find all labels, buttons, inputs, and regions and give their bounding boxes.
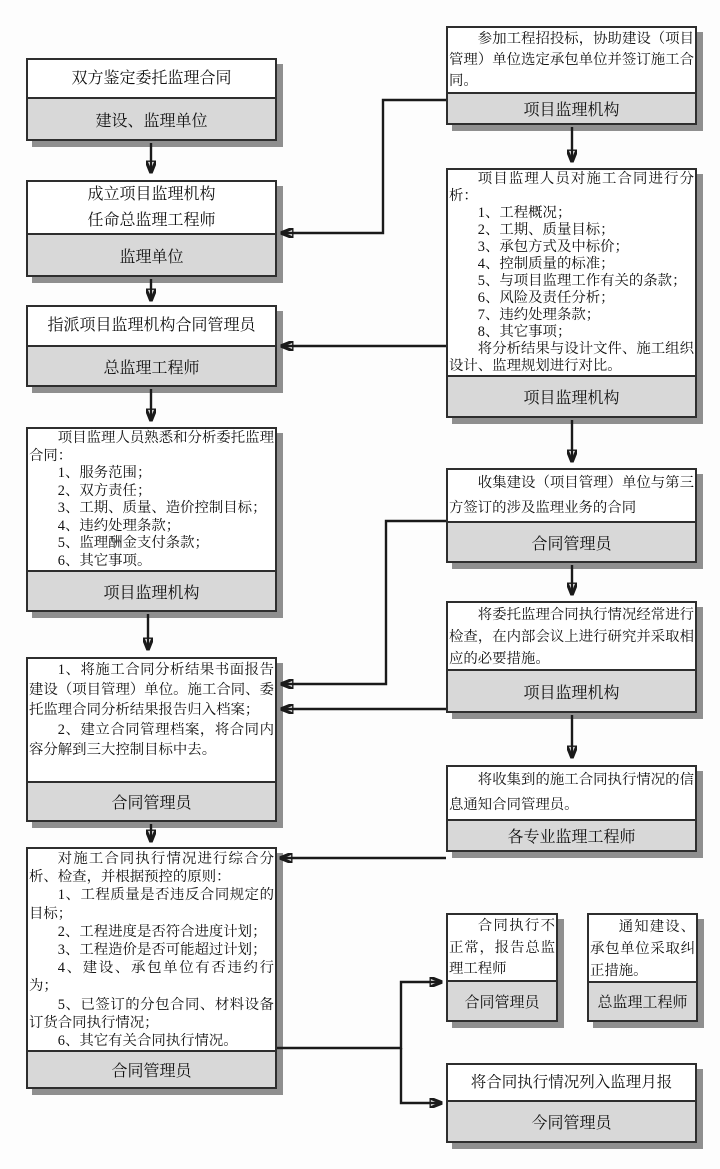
role-label: 总监理工程师: [589, 981, 696, 1020]
box-establish-supervision-org: [26, 180, 277, 277]
list-item: 5、已签订的分包合同、材料设备订货合同执行情况；: [29, 996, 274, 1031]
box-collect-third-party-contracts: [446, 468, 697, 563]
list-item: 2、工期、质量目标；: [477, 222, 615, 238]
paragraph: 收集建设（项目管理）单位与第三方签订的涉及监理业务的合同: [449, 475, 694, 516]
box-analyze-construction-contract: [446, 168, 697, 418]
role-label: 合同管理员: [448, 521, 695, 561]
paragraph: 参加工程招投标，协助建设（项目管理）单位选定承包单位并签订施工合同。: [449, 31, 694, 89]
box-body: [448, 603, 695, 669]
role-label: 合同管理员: [448, 980, 556, 1020]
box-body: 指派项目监理机构合同管理员: [47, 317, 256, 334]
box-body: [28, 849, 275, 1050]
paragraph: 对施工合同执行情况进行综合分析、检查，并根据预控的原则：: [29, 851, 274, 886]
list-item: 1、工程质量是否违反合同规定的目标；: [29, 887, 274, 922]
role-label: 监理单位: [28, 233, 275, 275]
box-body: [28, 659, 275, 781]
paragraph: 将委托监理合同执行情况经常进行检查，在内部会议上进行研究并采取相应的必要措施。: [449, 607, 694, 667]
box-monthly-report: [446, 1063, 697, 1143]
role-label: 项目监理机构: [448, 375, 695, 416]
box-line: 任命总监理工程师: [87, 211, 216, 229]
box-sign-supervision-contract: [26, 58, 277, 141]
box-notify-correction: [587, 913, 698, 1022]
list-item: 6、风险及责任分析；: [477, 290, 615, 306]
paragraph: 通知建设、承包单位采取纠正措施。: [590, 919, 695, 979]
list-item: 7、违约处理条款；: [477, 307, 601, 323]
list-item: 2、工程进度是否符合进度计划；: [57, 923, 267, 940]
box-body: [448, 470, 695, 521]
role-label: 今同管理员: [448, 1100, 695, 1141]
box-body: [28, 182, 275, 233]
box-body: [28, 429, 275, 570]
list-item: 1、将施工合同分析结果书面报告建设（项目管理）单位。施工合同、委托监理合同分析结果报告归入档案；: [29, 662, 274, 718]
paragraph: 项目监理人员对施工合同进行分析：: [449, 171, 694, 204]
role-label: 建设、监理单位: [28, 97, 275, 139]
arrow-f-to-q3: [401, 1048, 441, 1103]
box-notify-contract-admin: [446, 765, 697, 852]
list-item: 6、其它事项。: [57, 552, 152, 569]
role-label: 总监理工程师: [28, 345, 275, 385]
role-label: 项目监理机构: [448, 92, 695, 123]
list-item: 4、违约处理条款；: [57, 517, 181, 534]
box-body: [448, 170, 695, 375]
paragraph: 合同执行不正常，报告总监理工程师: [449, 918, 555, 977]
paragraph: 将分析结果与设计文件、施工组织设计、监理规划进行对比。: [449, 341, 694, 374]
box-line: 成立项目监理机构: [87, 185, 216, 203]
list-item: 3、工程造价是否可能超过计划；: [57, 942, 267, 959]
list-item: 3、承包方式及中标价；: [477, 239, 629, 255]
arrow-p1-to-b: [282, 100, 446, 233]
box-bidding-assist: [446, 26, 697, 125]
list-item: 8、其它事项；: [477, 324, 572, 340]
list-item: 3、工期、质量、造价控制目标；: [57, 500, 267, 516]
list-item: 5、监理酬金支付条款；: [57, 535, 209, 551]
box-report-analysis-results: [26, 657, 277, 822]
role-label: 各专业监理工程师: [448, 819, 695, 850]
list-item: 4、控制质量的标准；: [477, 256, 615, 272]
list-item: 1、工程概况；: [477, 205, 572, 221]
list-item: 2、建立合同管理档案，将合同内容分解到三大控制目标中去。: [29, 722, 274, 758]
role-label: 项目监理机构: [28, 570, 275, 610]
box-check-entrust-contract-execution: [446, 601, 697, 713]
box-body: [448, 767, 695, 819]
box-body: 将合同执行情况列入监理月报: [470, 1073, 673, 1091]
role-label: 项目监理机构: [448, 669, 695, 711]
arrow-f-to-q1: [277, 982, 441, 1048]
paragraph: 项目监理人员熟悉和分析委托监理合同：: [29, 430, 274, 464]
box-body: [448, 28, 695, 92]
box-abnormal-execution-report: [446, 913, 558, 1022]
list-item: 2、双方责任；: [57, 482, 152, 499]
arrow-p3-to-e: [282, 521, 446, 684]
paragraph: 将收集到的施工合同执行情况的信息通知合同管理员。: [449, 772, 694, 813]
box-comprehensive-analysis: [26, 847, 277, 1089]
box-analyze-entrust-contract: [26, 427, 277, 612]
list-item: 5、与项目监理工作有关的条款；: [477, 273, 687, 289]
box-body: [589, 915, 696, 981]
list-item: 6、其它有关合同执行情况。: [57, 1033, 238, 1050]
role-label: 合同管理员: [28, 1050, 275, 1087]
box-assign-contract-admin: [26, 305, 277, 387]
list-item: 1、服务范围；: [57, 465, 152, 481]
list-item: 4、建设、承包单位有否违约行为；: [29, 960, 274, 995]
role-label: 合同管理员: [28, 781, 275, 820]
box-body: 双方鉴定委托监理合同: [71, 69, 232, 87]
box-body: [448, 915, 556, 980]
